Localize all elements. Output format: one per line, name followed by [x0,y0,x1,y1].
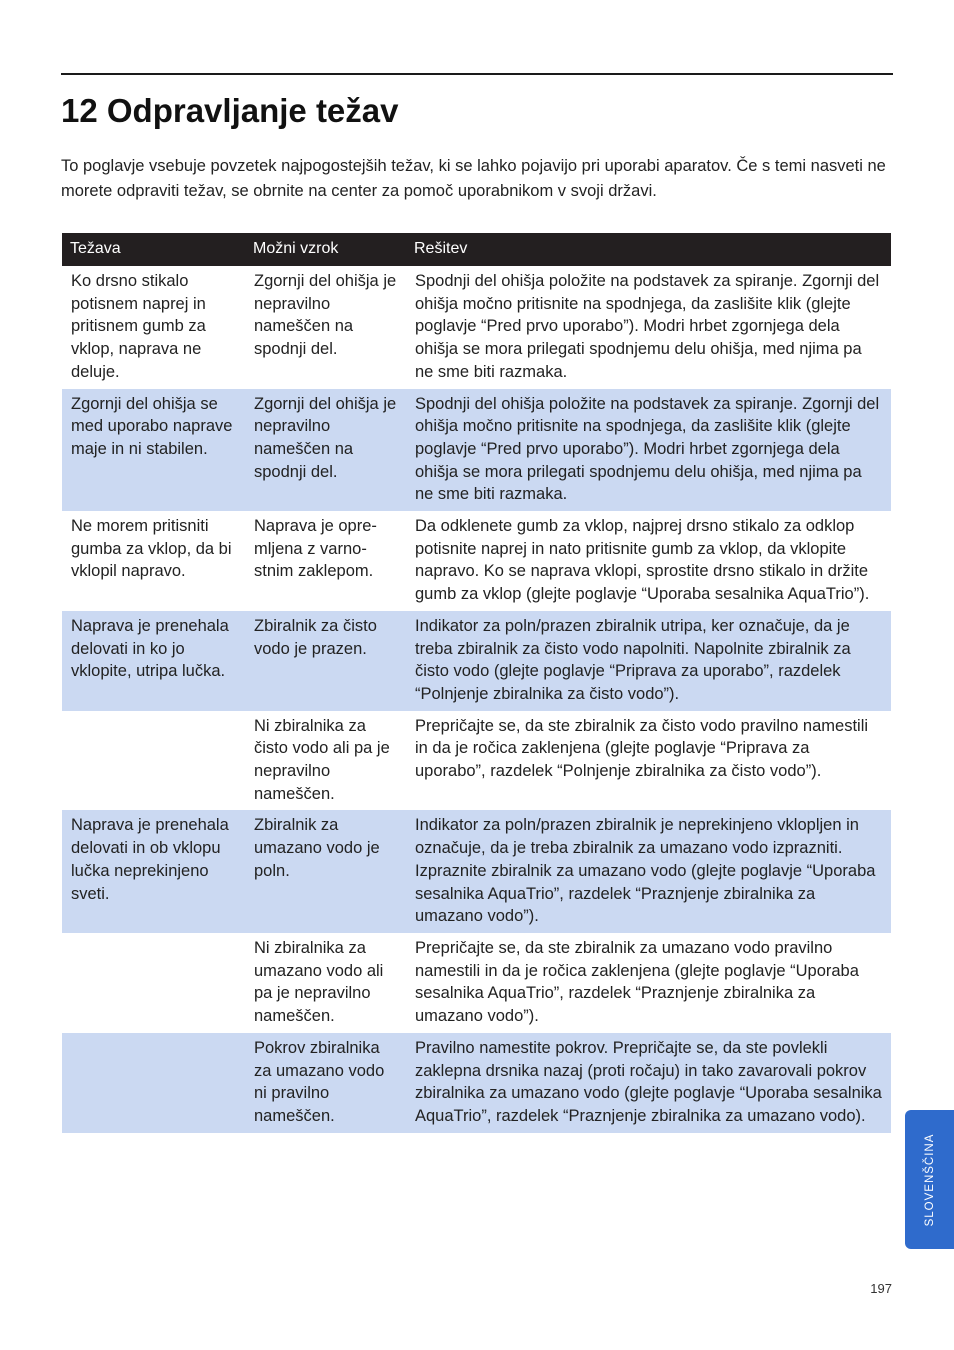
problem-cell: Ko drsno stikalo potisnem naprej in pritisnem gumb za vklop, naprava ne deluje. [71,272,206,381]
cause-cell: Naprava je opremljena z varnostnim zaklepom. [254,517,377,581]
table-header-row [62,233,891,266]
header-problem: Težava [62,233,245,266]
table-row [62,389,891,512]
solution-cell: Prepričajte se, da ste zbiralnik za umazano vodo pravilno namestili in da je ročica zaklenjena (glejte poglavje “Uporaba sesalnika AquaTrio”, razdelek “Praznjenje zbiralnika za umazano vodo”). [415,938,859,1026]
table-row [62,1033,891,1133]
page-number: 197 [870,1281,892,1296]
header-cause: Možni vzrok [245,233,406,266]
problem-cell [62,711,245,811]
cause-cell: Ni zbiralnika za umazano vodo ali pa je nepravilno nameščen. [254,938,384,1026]
problem-cell [62,1033,245,1133]
chapter-title: 12 Odpravljanje težav [61,92,399,129]
cause-cell: Zgornji del ohišja je nepravilno nameščen na spodnji del. [245,389,406,512]
troubleshooting-table [62,233,891,1133]
solution-cell: Prepričajte se, da ste zbiralnik za čisto vodo pravilno namestili in da je ročica zaklenjena (glejte poglavje “Priprava za uporabo”, razdelek “Polnjenje zbiralnika za čisto vodo”). [415,716,869,781]
problem-cell: Naprava je prenehala delovati in ob vklopu lučka neprekinjeno sveti. [62,810,245,933]
table-row [62,810,891,933]
language-label: SLOVENŠČINA [923,1133,936,1226]
problem-cell [62,933,245,1033]
header-solution: Rešitev [406,233,891,266]
solution-cell: Spodnji del ohišja položite na podstavek za spiranje. Zgornji del ohišja močno pritisnite na spodnjega, da zaslišite klik (glejte poglavje “Pred prvo uporabo”). Modri hrbet zgornjega dela ohišja se mora prilegati spodnjemu delu ohišja, med njima pa ne sme biti razmaka. [406,389,891,512]
solution-cell: Pravilno namestite pokrov. Prepričajte se, da ste povlekli zaklepna drsnika nazaj (proti ročaju) in tako zavarovali pokrov zbiralnika za umazano vodo (glejte poglavje “Uporaba sesalnika AquaTrio”, razdelek “Praznjenje zbiralnika za umazano vodo). [406,1033,891,1133]
table-row [62,511,891,611]
table-row [62,711,891,811]
cause-cell: Pokrov zbiralnika za umazano vodo ni pravilno nameščen. [245,1033,406,1133]
problem-cell: Zgornji del ohišja se med uporabo naprave maje in ni stabilen. [62,389,245,512]
chapter-intro: To poglavje vsebuje povzetek najpogostejših težav, ki se lahko pojavijo pri uporabi aparatov. Če s temi nasveti ne morete odpraviti težav, se obrnite na center za pomoč uporabnikom v svoji državi. [61,157,886,200]
problem-cell: Ne morem pritisniti gumba za vklop, da bi vklopil napravo. [71,517,232,581]
cause-cell: Zbiralnik za čisto vodo je prazen. [245,611,406,711]
cause-cell: Zgornji del ohišja je nepravilno nameščen na spodnji del. [254,272,397,359]
solution-cell: Da odklenete gumb za vklop, najprej drsno stikalo za odklop potisnite naprej in nato pritisnite gumb za vklop, da vklopite napravo. Ko se naprava vklopi, sprostite drsno stikalo in držite gumb za vklop (glejte poglavje “Uporaba sesalnika AquaTrio”). [415,517,870,604]
table-row [62,611,891,711]
solution-cell: Indikator za poln/prazen zbiralnik je neprekinjeno vklopljen in označuje, da je treba zbiralnik za umazano vodo izprazniti. Izpraznite zbiralnik za umazano vodo (glejte poglavje “Uporaba sesalnika AquaTrio”, razdelek “Praznjenje zbiralnika za umazano vodo”). [406,810,891,933]
language-side-tab [905,1110,954,1249]
cause-cell: Ni zbiralnika za čisto vodo ali pa je nepravilno nameščen. [254,716,390,803]
top-rule [61,73,893,75]
cause-cell: Zbiralnik za umazano vodo je poln. [245,810,406,933]
table-row [62,933,891,1033]
problem-cell: Naprava je prenehala delovati in ko jo vklopite, utripa lučka. [62,611,245,711]
solution-cell: Spodnji del ohišja položite na podstavek za spiranje. Zgornji del ohišja močno pritisnite na spodnjega, da zaslišite klik (glejte poglavje “Pred prvo uporabo”). Modri hrbet zgornjega dela ohišja se mora prilegati spodnjemu delu ohišja, med njima pa ne sme biti razmaka. [415,272,880,381]
table-row [62,266,891,389]
solution-cell: Indikator za poln/prazen zbiralnik utripa, ker označuje, da je treba zbiralnik za čisto vodo napolniti. Napolnite zbiralnik za čisto vodo (glejte poglavje “Priprava za uporabo”, razdelek “Polnjenje zbiralnika za čisto vodo”). [406,611,891,711]
